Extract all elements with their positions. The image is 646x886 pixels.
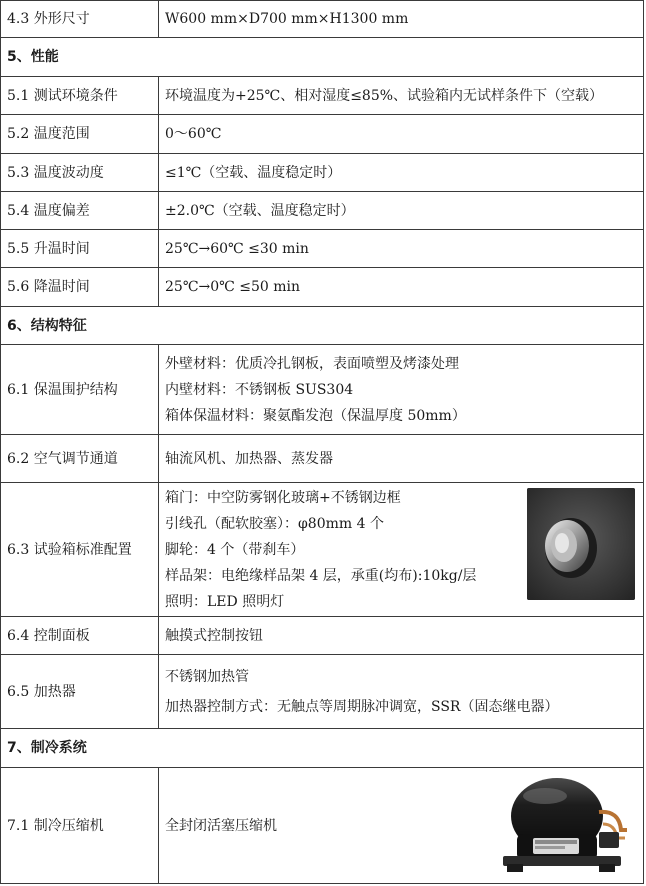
spec-row bbox=[1, 154, 644, 192]
spec-value: ≤1℃（空载、温度稳定时） bbox=[159, 154, 644, 192]
spec-row bbox=[1, 77, 644, 115]
spec-value-line: 脚轮：4 个（带刹车） bbox=[165, 541, 305, 558]
spec-label: 5.6 降温时间 bbox=[1, 268, 159, 307]
spec-label: 5.3 温度波动度 bbox=[1, 154, 159, 192]
spec-label: 5.4 温度偏差 bbox=[1, 192, 159, 230]
cable-hole-plug-photo bbox=[527, 488, 635, 600]
spec-value: 环境温度为+25℃、相对湿度≤85%、试验箱内无试样条件下（空载） bbox=[159, 77, 644, 115]
spec-row bbox=[1, 768, 644, 884]
spec-value-line: 引线孔（配软胶塞）：φ80mm 4 个 bbox=[165, 515, 384, 532]
section-title: 5、性能 bbox=[1, 38, 644, 77]
spec-value bbox=[159, 655, 644, 729]
spec-row bbox=[1, 230, 644, 268]
spec-value: W600 mm×D700 mm×H1300 mm bbox=[159, 1, 644, 38]
section-title: 6、结构特征 bbox=[1, 307, 644, 345]
spec-value bbox=[159, 483, 644, 617]
spec-value bbox=[159, 768, 644, 884]
section-header-row bbox=[1, 307, 644, 345]
section-title: 7、制冷系统 bbox=[1, 729, 644, 768]
spec-value: 25℃→60℃ ≤30 min bbox=[159, 230, 644, 268]
spec-row bbox=[1, 1, 644, 38]
spec-value-line: 不锈钢加热管 bbox=[165, 668, 249, 685]
spec-label: 5.5 升温时间 bbox=[1, 230, 159, 268]
spec-value-line: 外壁材料：优质冷扎钢板，表面喷塑及烤漆处理 bbox=[165, 355, 459, 372]
compressor-photo bbox=[495, 772, 635, 880]
spec-row bbox=[1, 617, 644, 655]
spec-row bbox=[1, 655, 644, 729]
spec-value-line: 样品架：电绝缘样品架 4 层，承重(均布):10kg/层 bbox=[165, 567, 477, 584]
spec-value-line: 箱门：中空防雾钢化玻璃+不锈钢边框 bbox=[165, 489, 401, 506]
spec-value: 轴流风机、加热器、蒸发器 bbox=[159, 435, 644, 483]
spec-value-line: 照明：LED 照明灯 bbox=[165, 593, 285, 610]
spec-row bbox=[1, 435, 644, 483]
spec-row bbox=[1, 345, 644, 435]
spec-label: 7.1 制冷压缩机 bbox=[1, 768, 159, 884]
spec-value: ±2.0℃（空载、温度稳定时） bbox=[159, 192, 644, 230]
spec-label: 6.1 保温围护结构 bbox=[1, 345, 159, 435]
spec-value-line: 内壁材料：不锈钢板 SUS304 bbox=[165, 381, 354, 398]
spec-value: 0～60℃ bbox=[159, 115, 644, 154]
spec-row bbox=[1, 483, 644, 617]
spec-row bbox=[1, 115, 644, 154]
section-header-row bbox=[1, 729, 644, 768]
spec-value: 25℃→0℃ ≤50 min bbox=[159, 268, 644, 307]
spec-value-text: 全封闭活塞压缩机 bbox=[165, 817, 277, 834]
section-header-row bbox=[1, 38, 644, 77]
spec-value-line: 箱体保温材料：聚氨酯发泡（保温厚度 50mm） bbox=[165, 407, 466, 424]
spec-value bbox=[159, 345, 644, 435]
spec-label: 6.4 控制面板 bbox=[1, 617, 159, 655]
spec-label: 5.2 温度范围 bbox=[1, 115, 159, 154]
spec-row bbox=[1, 192, 644, 230]
spec-label: 6.2 空气调节通道 bbox=[1, 435, 159, 483]
spec-value: 触摸式控制按钮 bbox=[159, 617, 644, 655]
spec-row bbox=[1, 268, 644, 307]
spec-label: 4.3 外形尺寸 bbox=[1, 1, 159, 38]
spec-label: 6.5 加热器 bbox=[1, 655, 159, 729]
spec-label: 5.1 测试环境条件 bbox=[1, 77, 159, 115]
spec-label: 6.3 试验箱标准配置 bbox=[1, 483, 159, 617]
spec-value-line: 加热器控制方式：无触点等周期脉冲调宽，SSR（固态继电器） bbox=[165, 698, 559, 715]
